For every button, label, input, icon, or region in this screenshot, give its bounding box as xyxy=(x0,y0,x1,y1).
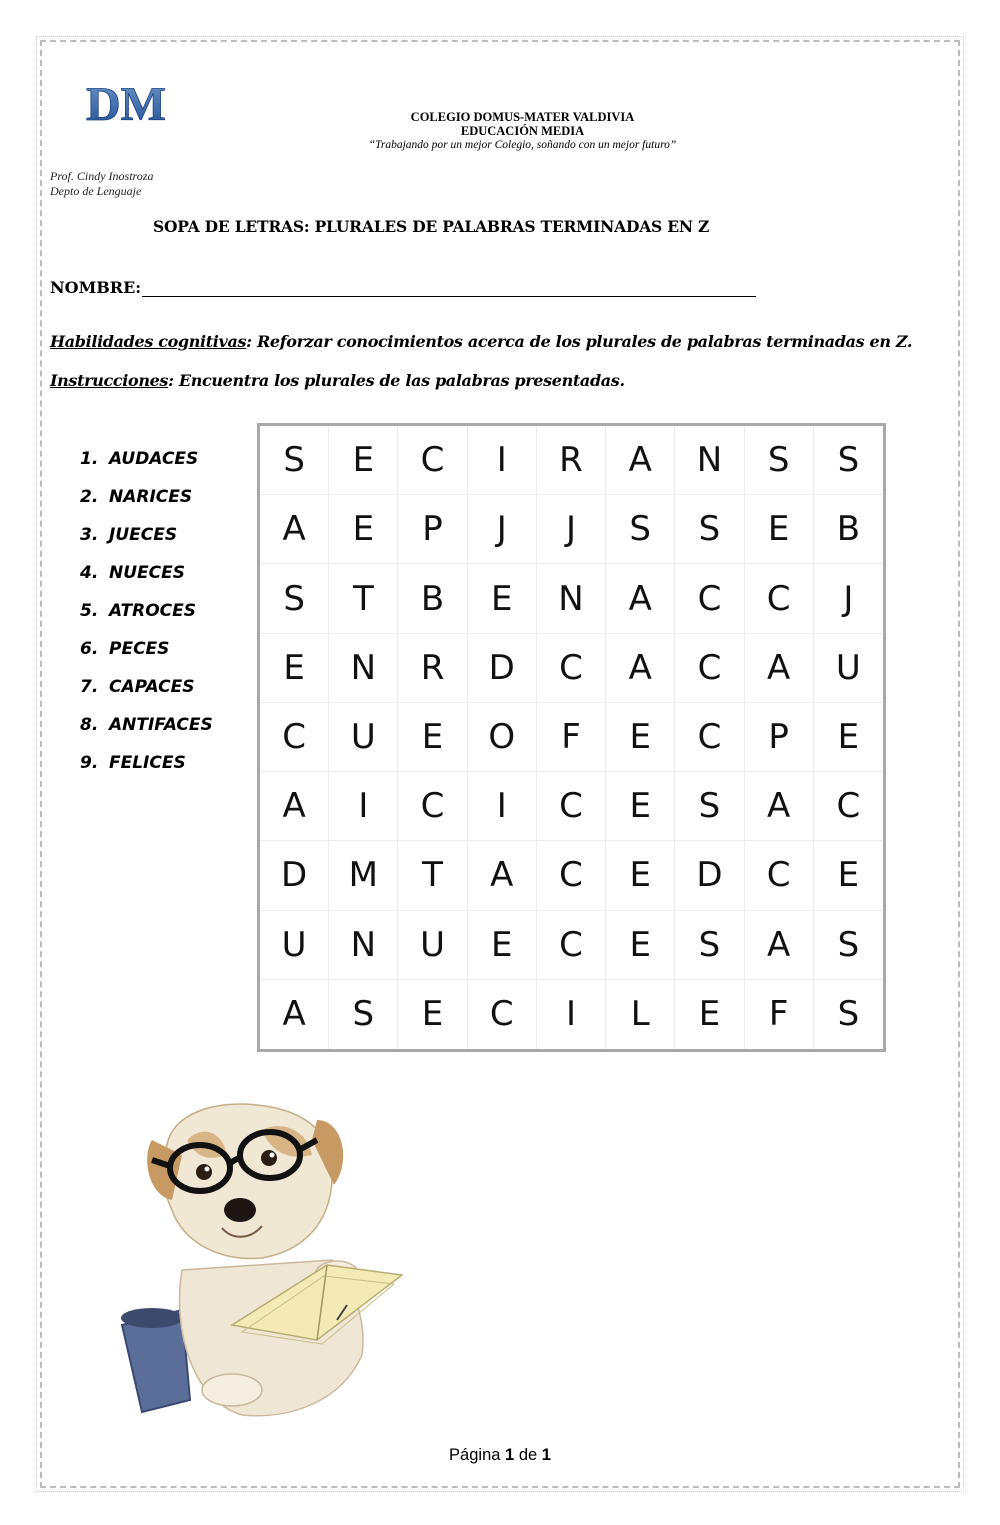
teacher-name: Prof. Cindy Inostroza xyxy=(50,169,154,183)
grid-cell[interactable]: L xyxy=(606,980,675,1049)
grid-cell[interactable]: C xyxy=(537,772,606,841)
grid-cell[interactable]: S xyxy=(675,772,744,841)
list-item xyxy=(80,674,213,712)
skills-label: Habilidades cognitivas xyxy=(50,332,247,351)
grid-cell[interactable]: E xyxy=(398,980,467,1049)
grid-cell[interactable]: C xyxy=(675,564,744,633)
list-item xyxy=(80,484,213,522)
grid-cell[interactable]: N xyxy=(329,634,398,703)
grid-cell[interactable]: U xyxy=(398,911,467,980)
grid-cell[interactable]: E xyxy=(745,495,814,564)
grid-cell[interactable]: C xyxy=(537,911,606,980)
grid-cell[interactable]: M xyxy=(329,841,398,910)
grid-cell[interactable]: N xyxy=(675,426,744,495)
grid-cell[interactable]: I xyxy=(537,980,606,1049)
list-item xyxy=(80,636,213,674)
list-item xyxy=(80,598,213,636)
grid-cell[interactable]: S xyxy=(260,564,329,633)
page-title: SOPA DE LETRAS: PLURALES DE PALABRAS TERMINADAS EN Z xyxy=(153,217,710,236)
grid-cell[interactable]: I xyxy=(468,426,537,495)
list-item-number: 3. xyxy=(80,525,99,545)
school-motto: “Trabajando por un mejor Colegio, soñando con un mejor futuro” xyxy=(368,139,677,151)
instructions-label: Instrucciones xyxy=(50,371,169,390)
grid-cell[interactable]: S xyxy=(814,911,883,980)
list-item-word: ATROCES xyxy=(109,601,197,621)
grid-cell[interactable]: C xyxy=(745,841,814,910)
grid-cell[interactable]: S xyxy=(329,980,398,1049)
instructions-paragraph xyxy=(50,371,625,390)
list-item-number: 9. xyxy=(80,753,99,773)
grid-cell[interactable]: A xyxy=(745,634,814,703)
grid-cell[interactable]: S xyxy=(606,495,675,564)
list-item-word: FELICES xyxy=(109,753,186,773)
list-item-number: 5. xyxy=(80,601,99,621)
grid-cell[interactable]: S xyxy=(745,426,814,495)
grid-cell[interactable]: R xyxy=(537,426,606,495)
school-name: COLEGIO DOMUS-MATER VALDIVIA xyxy=(410,110,635,124)
grid-cell[interactable]: N xyxy=(329,911,398,980)
list-item xyxy=(80,560,213,598)
grid-cell[interactable]: A xyxy=(606,634,675,703)
grid-cell[interactable]: E xyxy=(468,911,537,980)
grid-cell[interactable]: A xyxy=(260,495,329,564)
grid-cell[interactable]: J xyxy=(468,495,537,564)
list-item-word: NUECES xyxy=(109,563,185,583)
list-item-word: AUDACES xyxy=(109,449,199,469)
list-item xyxy=(80,712,213,750)
grid-cell[interactable]: A xyxy=(468,841,537,910)
list-item xyxy=(80,750,213,788)
list-item-number: 8. xyxy=(80,715,99,735)
grid-cell[interactable]: T xyxy=(329,564,398,633)
grid-cell[interactable]: R xyxy=(398,634,467,703)
grid-cell[interactable]: E xyxy=(606,703,675,772)
grid-cell[interactable]: S xyxy=(675,911,744,980)
grid-cell[interactable]: C xyxy=(675,634,744,703)
list-item-word: NARICES xyxy=(109,487,193,507)
page-label: Página xyxy=(449,1446,501,1464)
name-label: NOMBRE: xyxy=(50,278,142,297)
grid-cell[interactable]: A xyxy=(606,426,675,495)
grid-cell[interactable]: T xyxy=(398,841,467,910)
grid-cell[interactable]: S xyxy=(260,426,329,495)
grid-cell[interactable]: E xyxy=(606,841,675,910)
current-page: 1 xyxy=(505,1446,515,1464)
grid-cell[interactable]: J xyxy=(814,564,883,633)
grid-cell[interactable]: A xyxy=(260,772,329,841)
list-item-word: PECES xyxy=(109,639,170,659)
skills-text: : Reforzar conocimientos acerca de los plurales de palabras terminadas en Z. xyxy=(246,332,913,351)
school-level: EDUCACIÓN MEDIA xyxy=(460,124,585,138)
list-item-number: 7. xyxy=(80,677,99,697)
grid-cell[interactable]: U xyxy=(814,634,883,703)
grid-cell[interactable]: A xyxy=(606,564,675,633)
grid-cell[interactable]: A xyxy=(745,911,814,980)
teacher-info xyxy=(50,169,153,199)
school-logo xyxy=(86,78,166,140)
grid-cell[interactable]: D xyxy=(675,841,744,910)
grid-cell[interactable]: E xyxy=(329,495,398,564)
grid-cell[interactable]: E xyxy=(675,980,744,1049)
grid-cell[interactable]: N xyxy=(537,564,606,633)
word-list xyxy=(80,446,213,788)
grid-cell[interactable]: S xyxy=(814,426,883,495)
grid-cell[interactable]: C xyxy=(398,426,467,495)
grid-cell[interactable]: S xyxy=(837,994,860,1035)
grid-cell[interactable]: C xyxy=(260,703,329,772)
name-blank-line[interactable] xyxy=(142,279,756,297)
grid-cell[interactable]: C xyxy=(537,841,606,910)
list-item-word: ANTIFACES xyxy=(109,715,213,735)
grid-cell[interactable]: F xyxy=(537,703,606,772)
of-label: de xyxy=(518,1446,538,1464)
grid-cell[interactable]: U xyxy=(329,703,398,772)
grid-cell[interactable]: B xyxy=(398,564,467,633)
dog-with-glasses-illustration xyxy=(112,1100,412,1420)
instructions-text: : Encuentra los plurales de las palabras presentadas. xyxy=(168,371,625,390)
mug-icon xyxy=(121,1308,190,1412)
grid-cell[interactable]: B xyxy=(814,495,883,564)
word-search-grid[interactable] xyxy=(257,423,886,1052)
grid-cell[interactable]: A xyxy=(745,772,814,841)
grid-cell[interactable]: E xyxy=(606,911,675,980)
list-item-number: 6. xyxy=(80,639,99,659)
total-pages: 1 xyxy=(541,1446,551,1464)
grid-cell[interactable]: E xyxy=(814,703,883,772)
department-name: Depto de Lenguaje xyxy=(50,184,142,198)
grid-cell[interactable]: E xyxy=(814,841,883,910)
grid-cell[interactable]: F xyxy=(745,980,814,1049)
grid-cell[interactable]: E xyxy=(606,772,675,841)
grid-cell[interactable]: I xyxy=(329,772,398,841)
grid-cell[interactable]: I xyxy=(468,772,537,841)
grid-cell[interactable]: S xyxy=(675,495,744,564)
grid-cell[interactable]: E xyxy=(329,426,398,495)
skills-paragraph xyxy=(50,332,912,351)
page-footer xyxy=(0,1446,1000,1465)
name-field[interactable] xyxy=(50,278,756,297)
list-item xyxy=(80,522,213,560)
grid-cell[interactable]: P xyxy=(398,495,467,564)
grid-cell[interactable]: E xyxy=(260,634,329,703)
grid-cell[interactable]: A xyxy=(260,980,329,1049)
list-item-word: CAPACES xyxy=(109,677,195,697)
grid-cell[interactable]: J xyxy=(537,495,606,564)
grid-cell[interactable]: C xyxy=(745,564,814,633)
logo-letter-d: DM xyxy=(86,78,166,131)
list-item-number: 2. xyxy=(80,487,99,507)
list-item-word: JUECES xyxy=(109,525,178,545)
grid-cell[interactable]: D xyxy=(468,634,537,703)
list-item-number: 4. xyxy=(80,563,99,583)
list-item xyxy=(80,446,213,484)
grid-cell[interactable]: E xyxy=(468,564,537,633)
school-header xyxy=(300,110,745,152)
grid-cell[interactable]: C xyxy=(814,772,883,841)
grid-cell[interactable]: O xyxy=(468,703,537,772)
grid-cell[interactable]: U xyxy=(260,911,329,980)
grid-cell[interactable]: P xyxy=(745,703,814,772)
grid-cell[interactable]: E xyxy=(398,703,467,772)
grid-cell[interactable]: C xyxy=(468,980,537,1049)
grid-cell[interactable]: C xyxy=(675,703,744,772)
grid-cell[interactable]: D xyxy=(260,841,329,910)
list-item-number: 1. xyxy=(80,449,99,469)
grid-cell[interactable]: C xyxy=(398,772,467,841)
grid-cell[interactable]: C xyxy=(537,634,606,703)
